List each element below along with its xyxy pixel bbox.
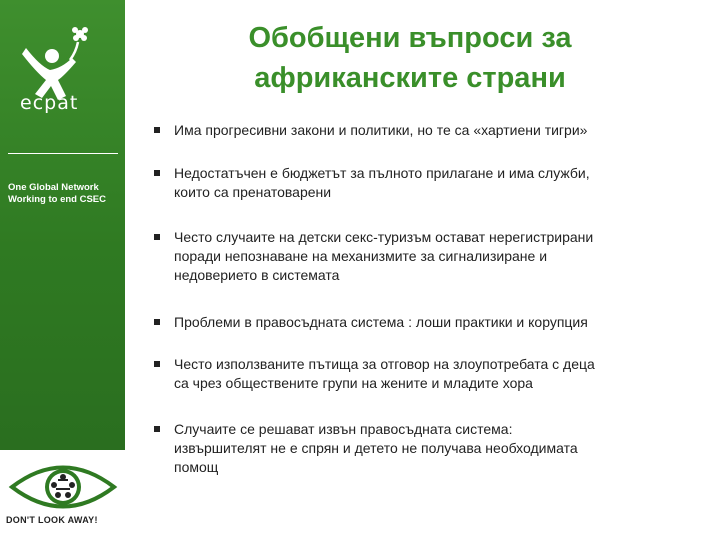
bullet-item (152, 228, 692, 285)
bullet-line: извършителят не е спрян и детето не получава необходимата (174, 440, 578, 456)
bullet-line: Проблеми в правосъдната система : лоши практики и корупция (174, 314, 588, 330)
eye-children-icon (8, 458, 118, 516)
page-title (200, 18, 620, 98)
bullet-line: поради непознаване на механизмите за сигнализиране и (174, 248, 548, 264)
bullet-item (152, 420, 692, 477)
logo-text: ecpat (20, 92, 79, 114)
bullet-item (152, 121, 692, 140)
tagline (8, 182, 123, 206)
dont-look-away-logo (0, 450, 125, 540)
bottom-caption: DON'T LOOK AWAY! (6, 515, 98, 525)
tagline-line-2: Working to end CSEC (8, 194, 106, 205)
bullet-item (152, 355, 692, 393)
bullet-line: помощ (174, 459, 219, 475)
sidebar-divider (8, 153, 118, 154)
bullet-line: са чрез обществените групи на жените и младите хора (174, 375, 533, 391)
title-line-1: Обобщени въпроси за (248, 22, 572, 54)
bullet-item (152, 313, 692, 332)
bullet-line: Недостатъчен е бюджетът за пълното прилагане и има служби, (174, 165, 590, 181)
bullet-line: Случаите се решават извън правосъдната система: (174, 421, 513, 437)
sidebar (0, 0, 125, 450)
bullet-line: които са пренатоварени (174, 184, 332, 200)
bullet-line: недоверието в системата (174, 267, 340, 283)
child-figure-icon (18, 22, 108, 132)
title-line-2: африканските страни (254, 62, 566, 94)
bullet-line: Често случаите на детски секс-туризъм остават нерегистрирани (174, 229, 594, 245)
bullet-item (152, 164, 692, 202)
bullet-line: Има прогресивни закони и политики, но те са «хартиени тигри» (174, 122, 588, 138)
tagline-line-1: One Global Network (8, 182, 99, 193)
bullet-line: Често използваните пътища за отговор на злоупотребата с деца (174, 356, 595, 372)
